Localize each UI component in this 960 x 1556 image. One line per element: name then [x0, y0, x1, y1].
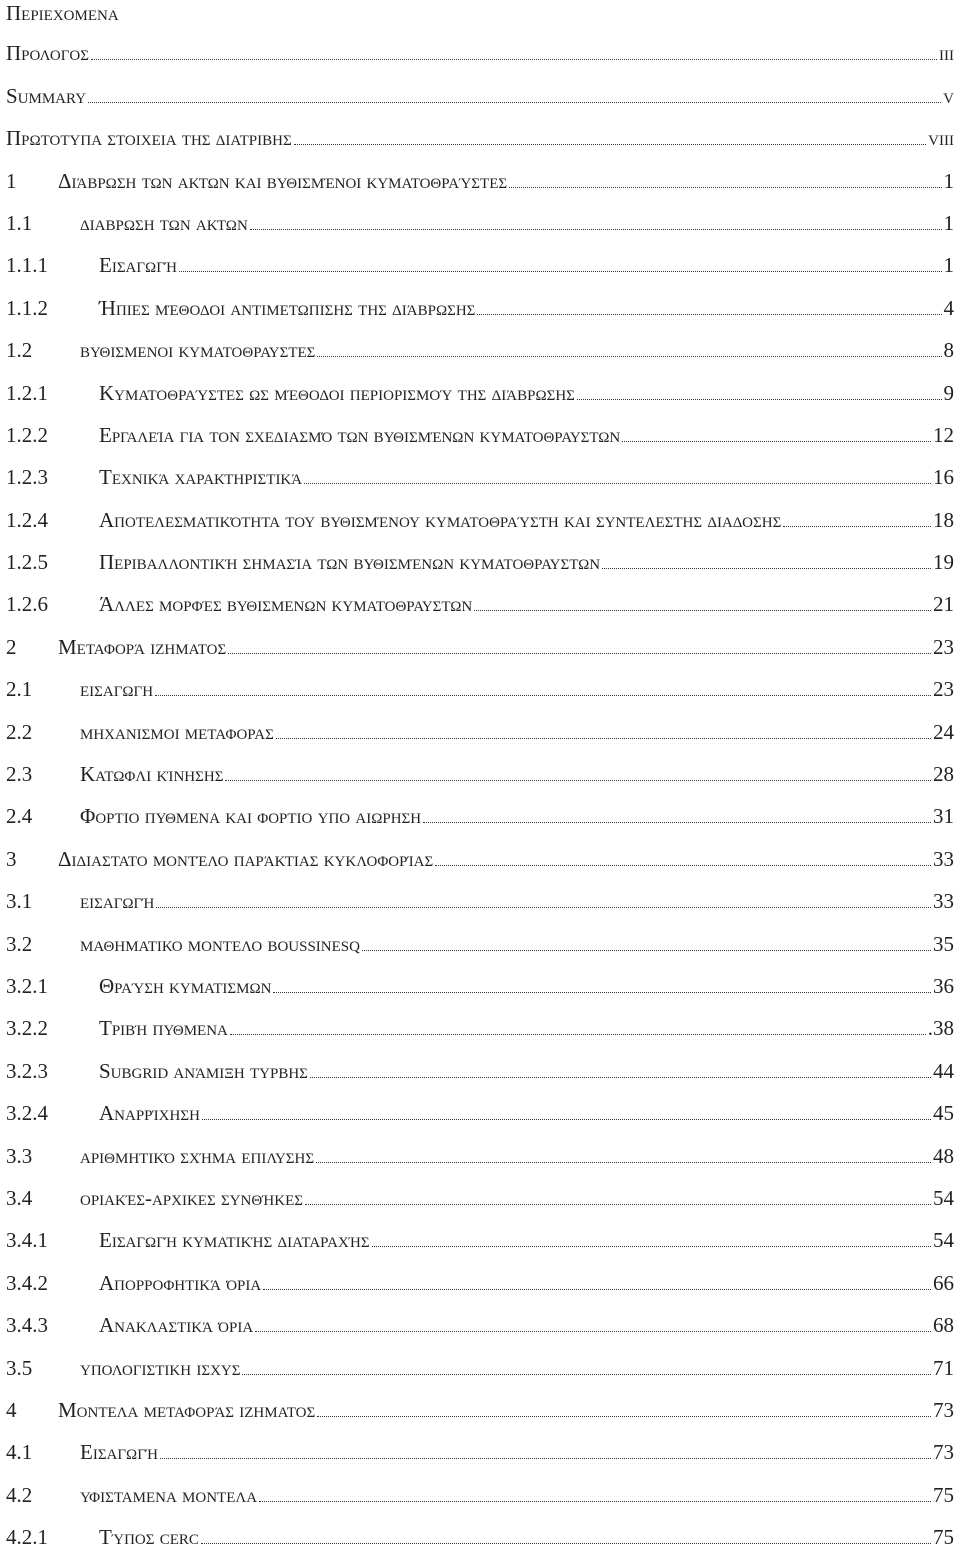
- toc-entry-title: Απορροφητικά όρια: [99, 1270, 262, 1295]
- toc-entry-line: [6, 126, 954, 150]
- toc-entry-page-number: v: [943, 83, 954, 108]
- toc-entry-page-number: 45: [933, 1101, 954, 1126]
- toc-entry-number: 2: [6, 634, 17, 659]
- toc-entry[interactable]: [0, 666, 960, 708]
- toc-entry-line: [6, 1356, 954, 1380]
- toc-leader-dots: [228, 653, 931, 654]
- toc-entry-line: [6, 804, 954, 828]
- toc-entry-title: Τύπος cerc: [99, 1525, 199, 1550]
- toc-entry-line: [6, 1483, 954, 1507]
- toc-entry-line: [6, 889, 954, 913]
- toc-leader-dots: [294, 144, 926, 145]
- toc-entry-line: [6, 296, 954, 320]
- toc-entry-page-number: 73: [933, 1440, 954, 1465]
- toc-leader-dots: [622, 441, 931, 442]
- toc-leader-dots: [305, 1204, 931, 1205]
- toc-entry-number: 1.2.6: [6, 592, 48, 617]
- toc-entry-title: υφισταμενα μοντελα: [80, 1482, 258, 1507]
- toc-leader-dots: [225, 780, 931, 781]
- toc-entry-line: [6, 1228, 954, 1252]
- toc-entry-page-number: 31: [933, 804, 954, 829]
- toc-leader-dots: [317, 1416, 931, 1417]
- toc-entry-line: [6, 1101, 954, 1125]
- toc-leader-dots: [91, 59, 937, 60]
- toc-entry-title: Πρωτοτυπα στοιχεια της διατριβης: [6, 126, 292, 151]
- toc-entry-title: Εργαλεία για τον σχεδιασμό των βυθισμένων κυματοθραυστων: [99, 422, 621, 447]
- toc-entry-line: [6, 169, 954, 193]
- toc-entry-line: [6, 847, 954, 871]
- toc-entry-title: Φορτιο πυθμενα και φορτιο υπο αιωρηση: [80, 804, 422, 829]
- toc-entry-number: 1.2.5: [6, 550, 48, 575]
- toc-entry-title: Θραύση κυματισμων: [99, 973, 272, 998]
- toc-entry-page-number: 36: [933, 973, 954, 998]
- toc-leader-dots: [509, 187, 941, 188]
- toc-entry-line: [6, 974, 954, 998]
- toc-entry-number: 4.2: [6, 1482, 33, 1507]
- toc-leader-dots: [372, 1246, 931, 1247]
- toc-entry-number: 3.2.4: [6, 1101, 48, 1126]
- toc-entry-number: 1.2.3: [6, 465, 48, 490]
- toc-entry-number: 3.2.3: [6, 1058, 48, 1083]
- toc-leader-dots: [423, 822, 931, 823]
- toc-entry-number: 1.1.1: [6, 253, 48, 278]
- toc-entry[interactable]: [0, 1387, 960, 1429]
- toc-leader-dots: [276, 738, 931, 739]
- toc-entry-number: 1.2.4: [6, 507, 48, 532]
- toc-entry-number: 3.4.3: [6, 1313, 48, 1338]
- toc-entry-title: Διδιαστατο μοντέλο παράκτιας κυκλοφορίας: [58, 846, 434, 871]
- toc-entry[interactable]: [0, 920, 960, 962]
- toc-entry[interactable]: [0, 878, 960, 920]
- toc-leader-dots: [259, 1501, 931, 1502]
- toc-entry-title: Τριβή πυθμενα: [99, 1016, 228, 1041]
- toc-leader-dots: [263, 1289, 931, 1290]
- toc-leader-dots: [255, 1331, 931, 1332]
- toc-entry[interactable]: [0, 369, 960, 411]
- toc-entry-title: Κατωφλι κίνησης: [80, 762, 224, 787]
- toc-entry-line: [6, 338, 954, 362]
- toc-entry-page-number: 24: [933, 719, 954, 744]
- toc-entry[interactable]: [0, 793, 960, 835]
- toc-entry-line: [6, 211, 954, 235]
- toc-entry[interactable]: [0, 72, 960, 114]
- toc-entry-line: [6, 762, 954, 786]
- toc-entry-page-number: 23: [933, 634, 954, 659]
- toc-entry-line: [6, 635, 954, 659]
- toc-entry[interactable]: [0, 1132, 960, 1174]
- toc-entry-line: [6, 423, 954, 447]
- toc-entry[interactable]: [0, 1259, 960, 1301]
- toc-entry-number: 4.1: [6, 1440, 33, 1465]
- toc-entry-number: 4.2.1: [6, 1525, 48, 1550]
- toc-entry-page-number: 73: [933, 1397, 954, 1422]
- toc-entry-line: [6, 1059, 954, 1083]
- toc-entry-title: αριθμητικό σχήμα επιλυσης: [80, 1143, 315, 1168]
- toc-entry[interactable]: [0, 581, 960, 623]
- toc-entry-title: Εισαγωγή κυματικής διαταραχής: [99, 1228, 370, 1253]
- toc-entry-page-number: 33: [933, 889, 954, 914]
- toc-entry-title: Ήπιες μέθοδοι αντιμετωπισης της διάβρωσης: [99, 295, 476, 320]
- toc-leader-dots: [179, 271, 942, 272]
- toc-entry-number: 1.2.1: [6, 380, 48, 405]
- table-of-contents: [0, 30, 960, 1556]
- toc-entry-page-number: .38: [927, 1016, 954, 1041]
- toc-entry-title: διαβρωση των ακτων: [80, 210, 248, 235]
- toc-entry-number: 1: [6, 168, 17, 193]
- toc-entry-title: Ανακλαστικά όρια: [99, 1313, 254, 1338]
- toc-entry-line: [6, 1525, 954, 1549]
- toc-entry-number: 2.3: [6, 762, 33, 787]
- toc-entry-line: [6, 84, 954, 108]
- toc-entry-page-number: iii: [939, 41, 954, 66]
- toc-entry[interactable]: [0, 1514, 960, 1556]
- toc-entry[interactable]: [0, 284, 960, 326]
- toc-entry-page-number: 1: [943, 168, 954, 193]
- toc-entry-line: [6, 381, 954, 405]
- toc-entry-page-number: 68: [933, 1313, 954, 1338]
- toc-leader-dots: [317, 356, 941, 357]
- toc-entry-page-number: 33: [933, 846, 954, 871]
- toc-entry-page-number: 75: [933, 1482, 954, 1507]
- toc-entry-page-number: 16: [933, 465, 954, 490]
- toc-entry-line: [6, 1144, 954, 1168]
- toc-entry-number: 2.2: [6, 719, 33, 744]
- toc-entry[interactable]: [0, 1090, 960, 1132]
- toc-leader-dots: [304, 483, 931, 484]
- toc-entry-number: 4: [6, 1397, 17, 1422]
- toc-entry-line: [6, 677, 954, 701]
- toc-entry-number: 3.2.2: [6, 1016, 48, 1041]
- toc-entry[interactable]: [0, 412, 960, 454]
- toc-entry-line: [6, 932, 954, 956]
- toc-entry-title: Μεταφορά ιζηματος: [58, 634, 227, 659]
- toc-entry-title: Τεχνικά χαρακτηριστικά: [99, 465, 303, 490]
- toc-entry-number: 3.4.1: [6, 1228, 48, 1253]
- toc-entry-page-number: 21: [933, 592, 954, 617]
- toc-entry-page-number: 23: [933, 677, 954, 702]
- toc-entry-line: [6, 1398, 954, 1422]
- toc-entry-page-number: 12: [933, 422, 954, 447]
- toc-entry[interactable]: [0, 1471, 960, 1513]
- toc-entry[interactable]: [0, 1005, 960, 1047]
- toc-entry[interactable]: [0, 115, 960, 157]
- toc-entry-page-number: 9: [943, 380, 954, 405]
- toc-entry[interactable]: [0, 835, 960, 877]
- toc-entry-title: Subgrid ανάμιξη τυρβης: [99, 1058, 308, 1083]
- toc-leader-dots: [160, 1458, 931, 1459]
- toc-leader-dots: [362, 950, 931, 951]
- toc-entry-page-number: 1: [943, 210, 954, 235]
- toc-entry-page-number: 18: [933, 507, 954, 532]
- toc-entry-number: 3.1: [6, 889, 33, 914]
- toc-entry-title: Summary: [6, 83, 87, 108]
- toc-entry-page-number: 54: [933, 1185, 954, 1210]
- toc-entry-page-number: 71: [933, 1355, 954, 1380]
- toc-entry-title: Αναρρίχηση: [99, 1101, 200, 1126]
- toc-leader-dots: [477, 314, 941, 315]
- toc-entry[interactable]: [0, 242, 960, 284]
- toc-entry-line: [6, 720, 954, 744]
- toc-entry-line: [6, 1186, 954, 1210]
- toc-entry-title: μηχανισμοι μεταφορας: [80, 719, 274, 744]
- toc-entry[interactable]: [0, 1344, 960, 1386]
- toc-leader-dots: [201, 1543, 931, 1544]
- toc-entry[interactable]: [0, 30, 960, 72]
- toc-leader-dots: [273, 992, 931, 993]
- toc-entry-page-number: 48: [933, 1143, 954, 1168]
- toc-entry-line: [6, 550, 954, 574]
- toc-entry[interactable]: [0, 539, 960, 581]
- toc-entry[interactable]: [0, 708, 960, 750]
- toc-entry[interactable]: [0, 157, 960, 199]
- toc-entry-number: 2.4: [6, 804, 33, 829]
- toc-leader-dots: [202, 1119, 931, 1120]
- toc-entry[interactable]: [0, 623, 960, 665]
- toc-leader-dots: [602, 568, 931, 569]
- toc-entry-page-number: 8: [943, 338, 954, 363]
- toc-entry[interactable]: [0, 200, 960, 242]
- toc-entry-title: υπολογιστικη ισχυς: [80, 1355, 241, 1380]
- toc-entry[interactable]: [0, 1217, 960, 1259]
- toc-entry-page-number: 44: [933, 1058, 954, 1083]
- toc-leader-dots: [435, 865, 931, 866]
- toc-entry-title: εισαγωγη: [80, 677, 154, 702]
- toc-leader-dots: [88, 102, 941, 103]
- toc-entry[interactable]: [0, 963, 960, 1005]
- toc-entry-title: οριακές-αρχικες συνθήκες: [80, 1185, 304, 1210]
- toc-leader-dots: [250, 229, 942, 230]
- toc-leader-dots: [316, 1162, 931, 1163]
- toc-entry-line: [6, 508, 954, 532]
- toc-heading: Περιεχομενα: [6, 1, 119, 25]
- toc-entry-page-number: 75: [933, 1525, 954, 1550]
- toc-entry-number: 1.1.2: [6, 295, 48, 320]
- toc-entry-title: μαθηματικο μοντελο boussinesq: [80, 931, 360, 956]
- toc-entry-number: 3.4.2: [6, 1270, 48, 1295]
- toc-entry[interactable]: [0, 1047, 960, 1089]
- toc-entry-number: 3: [6, 846, 17, 871]
- toc-entry-number: 1.2: [6, 338, 33, 363]
- toc-entry-page-number: 54: [933, 1228, 954, 1253]
- toc-entry-number: 3.2: [6, 931, 33, 956]
- toc-entry-page-number: 19: [933, 550, 954, 575]
- toc-entry-line: [6, 41, 954, 65]
- toc-entry-title: Κυματοθραύστες ως μέθοδοι περιορισμού της διάβρωσης: [99, 380, 575, 405]
- toc-entry-number: 3.3: [6, 1143, 33, 1168]
- toc-entry-page-number: viii: [928, 126, 954, 151]
- toc-entry-line: [6, 253, 954, 277]
- toc-entry-number: 3.4: [6, 1185, 33, 1210]
- toc-entry-title: Διάβρωση των ακτων και βυθισμένοι κυματοθραύστες: [58, 168, 508, 193]
- toc-entry-number: 1.2.2: [6, 422, 48, 447]
- toc-leader-dots: [156, 907, 931, 908]
- toc-leader-dots: [310, 1077, 931, 1078]
- toc-entry-number: 3.2.1: [6, 973, 48, 998]
- toc-leader-dots: [230, 1034, 926, 1035]
- toc-entry-line: [6, 1440, 954, 1464]
- toc-leader-dots: [783, 526, 931, 527]
- toc-entry-line: [6, 1271, 954, 1295]
- toc-leader-dots: [577, 399, 942, 400]
- toc-entry-title: Περιβαλλοντική σημασία των βυθισμένων κυματοθραυστων: [99, 550, 601, 575]
- toc-entry-page-number: 4: [943, 295, 954, 320]
- toc-entry-title: Αποτελεσματικότητα του βυθισμένου κυματοθραύστη και συντελεστης διαδοσης: [99, 507, 782, 532]
- toc-entry-title: Προλογος: [6, 41, 89, 66]
- toc-entry-title: Μοντελα μεταφοράς ιζηματος: [58, 1397, 316, 1422]
- toc-entry-page-number: 35: [933, 931, 954, 956]
- toc-entry-line: [6, 1313, 954, 1337]
- toc-entry-page-number: 28: [933, 762, 954, 787]
- toc-entry-number: 1.1: [6, 210, 33, 235]
- toc-entry-title: εισαγωγή: [80, 889, 155, 914]
- toc-entry[interactable]: [0, 496, 960, 538]
- toc-entry-title: βυθισμενοι κυματοθραυστες: [80, 338, 316, 363]
- toc-entry[interactable]: [0, 1175, 960, 1217]
- toc-entry[interactable]: [0, 1302, 960, 1344]
- toc-entry[interactable]: [0, 327, 960, 369]
- toc-entry[interactable]: [0, 751, 960, 793]
- toc-entry-line: [6, 592, 954, 616]
- toc-entry[interactable]: [0, 1429, 960, 1471]
- toc-entry-title: Εισαγωγή: [80, 1440, 158, 1465]
- toc-leader-dots: [155, 695, 931, 696]
- toc-entry-title: Άλλες μορφές βυθισμενων κυματοθραυστων: [99, 592, 473, 617]
- toc-entry-page-number: 1: [943, 253, 954, 278]
- toc-entry-line: [6, 465, 954, 489]
- toc-entry-number: 3.5: [6, 1355, 33, 1380]
- toc-entry-line: [6, 1016, 954, 1040]
- toc-entry[interactable]: [0, 454, 960, 496]
- toc-entry-page-number: 66: [933, 1270, 954, 1295]
- toc-leader-dots: [474, 610, 931, 611]
- toc-leader-dots: [242, 1374, 931, 1375]
- toc-entry-title: Εισαγωγή: [99, 253, 177, 278]
- toc-entry-number: 2.1: [6, 677, 33, 702]
